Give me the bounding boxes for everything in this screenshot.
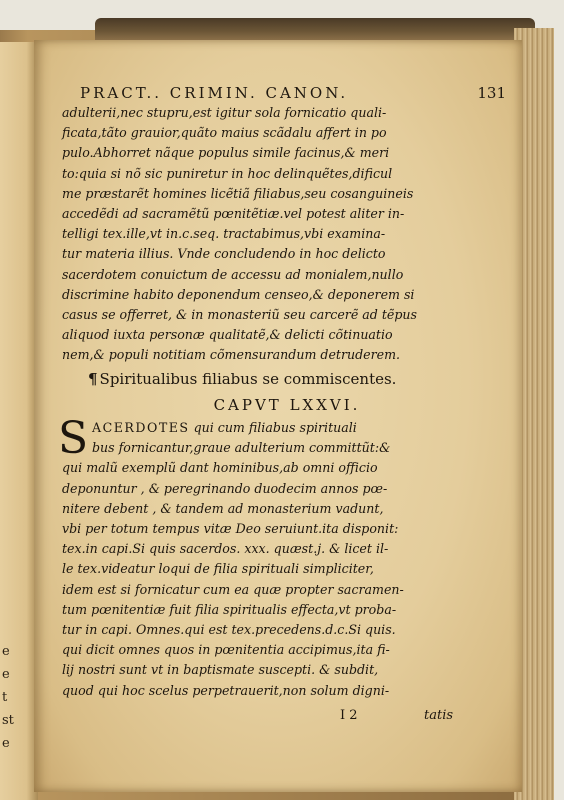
text-line: lij nostri sunt vt in baptismate suscepti. & subdit, xyxy=(62,662,379,678)
text-line: me præstarẽt homines licẽtiã filiabus,seu cosanguineis xyxy=(62,185,414,201)
catchword: tatis xyxy=(424,708,454,723)
facing-page-margin-text xyxy=(2,640,32,755)
text-line: deponuntur , & peregrinando duodecim annos pœ- xyxy=(62,480,388,496)
text-line: nem,& populi notitiam cõmensurandum detruderem. xyxy=(62,347,401,363)
rubric-text: Spiritualibus filiabus se commiscentes. xyxy=(99,370,397,388)
text-line: ficata,tãto grauior,quãto maius scãdalu affert in po xyxy=(62,125,387,141)
paragraph-1 xyxy=(62,103,522,366)
text-line: tur in capi. Omnes.qui est tex.precedens.d.c.Si quis. xyxy=(62,622,396,638)
paragraph-2 xyxy=(58,413,522,701)
text-line: accedẽdi ad sacramẽtũ pœnitẽtiæ.vel potest aliter in- xyxy=(62,206,405,222)
text-line: vbi per totum tempus vitæ Deo seruiunt.ita disponit: xyxy=(62,521,399,537)
signature-mark: I 2 xyxy=(340,708,358,723)
pilcrow-icon: ¶ xyxy=(88,370,98,388)
margin-letter: t xyxy=(2,690,8,705)
drop-capital: S xyxy=(58,413,89,464)
text-line: to:quia si nõ sic puniretur in hoc delinquẽtes,dificul xyxy=(62,165,393,181)
text-line: casus se offerret, & in monasteriũ seu carcerẽ ad tẽpus xyxy=(62,307,417,323)
margin-letter: e xyxy=(2,644,10,659)
text-line: le tex.videatur loqui de filia spirituali simpliciter, xyxy=(62,561,374,577)
text-line: tex.in capi.Si quis sacerdos. xxx. quæst.j. & licet il- xyxy=(62,541,389,557)
book-top-edge xyxy=(95,18,535,40)
text-line: idem est si fornicatur cum ea quæ propter sacramen- xyxy=(62,581,404,597)
text-line: pulo.Abhorret nãque populus simile facinus,& meri xyxy=(62,145,390,161)
text-line: qui dicit omnes quos in pœnitentia accipimus,ita fi- xyxy=(62,642,390,658)
first-word: ACERDOTES xyxy=(92,420,190,435)
margin-letter: st xyxy=(2,713,14,728)
margin-letter: e xyxy=(2,736,10,751)
text-line: telligi tex.ille,vt in.c.seq. tractabimus,vbi examina- xyxy=(62,226,386,242)
text-line: quod qui hoc scelus perpetrauerit,non solum digni- xyxy=(62,682,390,698)
text-line: qui malũ exemplũ dant hominibus,ab omni officio xyxy=(62,460,378,476)
running-title: PRACT.. CRIMIN. CANON. xyxy=(80,84,349,102)
text-line: sacerdotem conuictum de accessu ad monialem,nullo xyxy=(62,266,404,282)
folio-number: 131 xyxy=(477,84,506,102)
text-line: nitere debent , & tandem ad monasterium vadunt, xyxy=(62,500,384,516)
rubric-heading xyxy=(88,370,528,388)
text-line: bus fornicantur,graue adulterium committũt:& xyxy=(92,440,391,456)
chapter-heading: CAPVT LXXVI. xyxy=(213,396,361,414)
text-line: aliquod iuxta personæ qualitatẽ,& delicti cõtinuatio xyxy=(62,327,393,343)
text-line: adulterii,nec stupru,est igitur sola fornicatio quali- xyxy=(62,105,387,120)
text-line: discrimine habito deponendum censeo,& deponerem si xyxy=(62,286,415,302)
page-footer xyxy=(0,708,554,728)
text-line: tur materia illius. Vnde concludendo in hoc delicto xyxy=(62,246,386,262)
facing-page xyxy=(0,42,38,800)
margin-letter: e xyxy=(2,667,10,682)
text-line: tum pœnitentiæ fuit filia spiritualis effecta,vt proba- xyxy=(62,601,397,617)
first-line-rest: qui cum filiabus spirituali xyxy=(189,420,357,435)
